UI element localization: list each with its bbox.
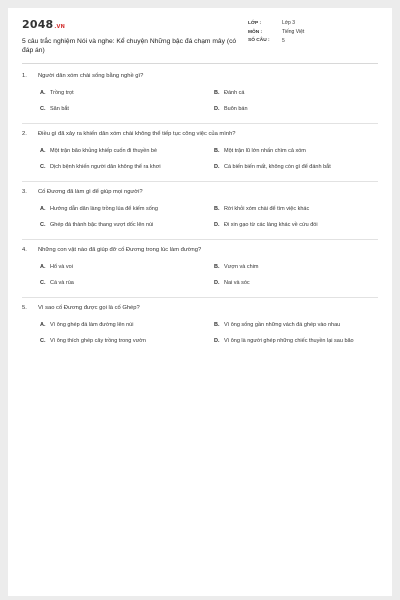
option-letter: C.: [40, 164, 46, 170]
option-text: Vượn và chim: [224, 264, 259, 270]
option-grid: [40, 259, 378, 291]
answer-option[interactable]: [40, 333, 212, 349]
meta-row-class: [248, 19, 378, 28]
meta-label: LỚP :: [248, 20, 262, 26]
option-letter: A.: [40, 206, 46, 212]
option-letter: C.: [40, 338, 46, 344]
option-grid: [40, 317, 378, 349]
option-text: Một trận bão khủng khiếp cuốn đi thuyền bè: [50, 148, 158, 154]
answer-option[interactable]: [40, 143, 212, 159]
answer-option[interactable]: [40, 275, 212, 291]
option-text: Đánh cá: [224, 90, 245, 96]
answer-option[interactable]: [40, 159, 212, 175]
meta-row-subject: [248, 28, 378, 37]
answer-option[interactable]: [214, 259, 386, 275]
option-letter: B.: [214, 264, 220, 270]
option-text: Nai và sóc: [224, 280, 250, 286]
option-text: Trồng trọt: [50, 90, 74, 96]
meta-value: 5: [282, 37, 285, 44]
option-letter: B.: [214, 148, 220, 154]
header-left: [22, 16, 242, 55]
option-letter: B.: [214, 206, 220, 212]
option-letter: A.: [40, 322, 46, 328]
answer-option[interactable]: [214, 159, 386, 175]
question-text: Cố Đương đã làm gì để giúp mọi người?: [38, 189, 143, 195]
option-letter: C.: [40, 222, 46, 228]
option-letter: B.: [214, 90, 220, 96]
meta-value: Lớp 3: [282, 20, 296, 27]
option-text: Cá và rùa: [50, 280, 74, 286]
option-letter: C.: [40, 280, 46, 286]
option-text: Vì ông sống gần những vách đá ghép vào nhau: [224, 322, 341, 328]
option-letter: C.: [40, 106, 46, 112]
option-letter: D.: [214, 164, 220, 170]
option-grid: [40, 201, 378, 233]
option-text: Cá biến biến mất, không còn gì để đánh bắt: [224, 164, 331, 170]
question-text-row: [22, 72, 378, 80]
question-item: [22, 298, 378, 355]
option-letter: A.: [40, 90, 46, 96]
option-text: Vì ông là người ghép những chiếc thuyền lại sau bão: [224, 338, 354, 344]
option-letter: D.: [214, 106, 220, 112]
worksheet-meta: [248, 19, 378, 45]
answer-option[interactable]: [40, 201, 212, 217]
question-text-row: [22, 246, 378, 254]
answer-option[interactable]: [214, 101, 386, 117]
option-text: Săn bắt: [50, 106, 69, 112]
meta-row-count: [248, 36, 378, 45]
option-text: Buôn bán: [224, 106, 248, 112]
meta-value: Tiếng Việt: [282, 29, 305, 36]
option-text: Rời khỏi xóm chài để tìm việc khác: [224, 206, 310, 212]
question-text: Người dân xóm chài sống bằng nghề gì?: [38, 73, 144, 79]
answer-option[interactable]: [214, 201, 386, 217]
worksheet-title: 5 câu trắc nghiệm Nói và nghe: Kể chuyện Những bậc đá chạm mây (có đáp án): [22, 38, 237, 54]
question-number: 1.: [22, 73, 27, 79]
option-text: Ghép đá thành bậc thang vượt dốc lên núi: [50, 222, 154, 228]
option-text: Hướng dẫn dân làng trồng lúa để kiếm sống: [50, 206, 158, 212]
option-text: Hổ và voi: [50, 264, 73, 270]
question-item: [22, 124, 378, 182]
header-divider: [22, 63, 378, 64]
option-text: Một trận lũ lớn nhấn chìm cả xóm: [224, 148, 306, 154]
answer-option[interactable]: [214, 317, 386, 333]
answer-option[interactable]: [214, 85, 386, 101]
question-text: Những con vật nào đã giúp đỡ cố Đương trong lúc làm đường?: [38, 247, 202, 253]
option-text: Vì ông thích ghép cây trồng trong vườn: [50, 338, 146, 344]
question-number: 5.: [22, 305, 27, 311]
option-letter: A.: [40, 264, 46, 270]
question-number: 3.: [22, 189, 27, 195]
option-grid: [40, 143, 378, 175]
answer-option[interactable]: [40, 317, 212, 333]
question-text-row: [22, 130, 378, 138]
answer-option[interactable]: [40, 259, 212, 275]
option-letter: D.: [214, 222, 220, 228]
question-text-row: [22, 304, 378, 312]
logo-tld: .VN: [54, 24, 65, 30]
answer-option[interactable]: [214, 275, 386, 291]
option-letter: A.: [40, 148, 46, 154]
option-letter: D.: [214, 280, 220, 286]
answer-option[interactable]: [214, 333, 386, 349]
worksheet-header: [22, 16, 378, 55]
site-logo[interactable]: [22, 18, 242, 31]
meta-label: MÔN :: [248, 29, 263, 35]
logo-text: 2048: [22, 18, 54, 31]
option-letter: B.: [214, 322, 220, 328]
question-text: Điều gì đã xảy ra khiến dân xóm chài không thể tiếp tục công việc của mình?: [38, 131, 236, 137]
option-text: Đi xin gạo từ các làng khác về cứu đói: [224, 222, 318, 228]
question-number: 2.: [22, 131, 27, 137]
question-list: [22, 66, 378, 355]
question-text-row: [22, 188, 378, 196]
worksheet-page: [8, 8, 392, 596]
option-grid: [40, 85, 378, 117]
meta-label: SỐ CÂU :: [248, 38, 270, 44]
question-number: 4.: [22, 247, 27, 253]
answer-option[interactable]: [40, 217, 212, 233]
answer-option[interactable]: [40, 101, 212, 117]
answer-option[interactable]: [214, 217, 386, 233]
question-item: [22, 182, 378, 240]
question-item: [22, 66, 378, 124]
question-text: Vì sao cố Đương được gọi là cố Ghép?: [38, 305, 140, 311]
answer-option[interactable]: [214, 143, 386, 159]
question-item: [22, 240, 378, 298]
option-text: Dịch bệnh khiến người dân không thể ra khơi: [50, 164, 161, 170]
option-letter: D.: [214, 338, 220, 344]
answer-option[interactable]: [40, 85, 212, 101]
option-text: Vì ông ghép đá làm đường lên núi: [50, 322, 134, 328]
